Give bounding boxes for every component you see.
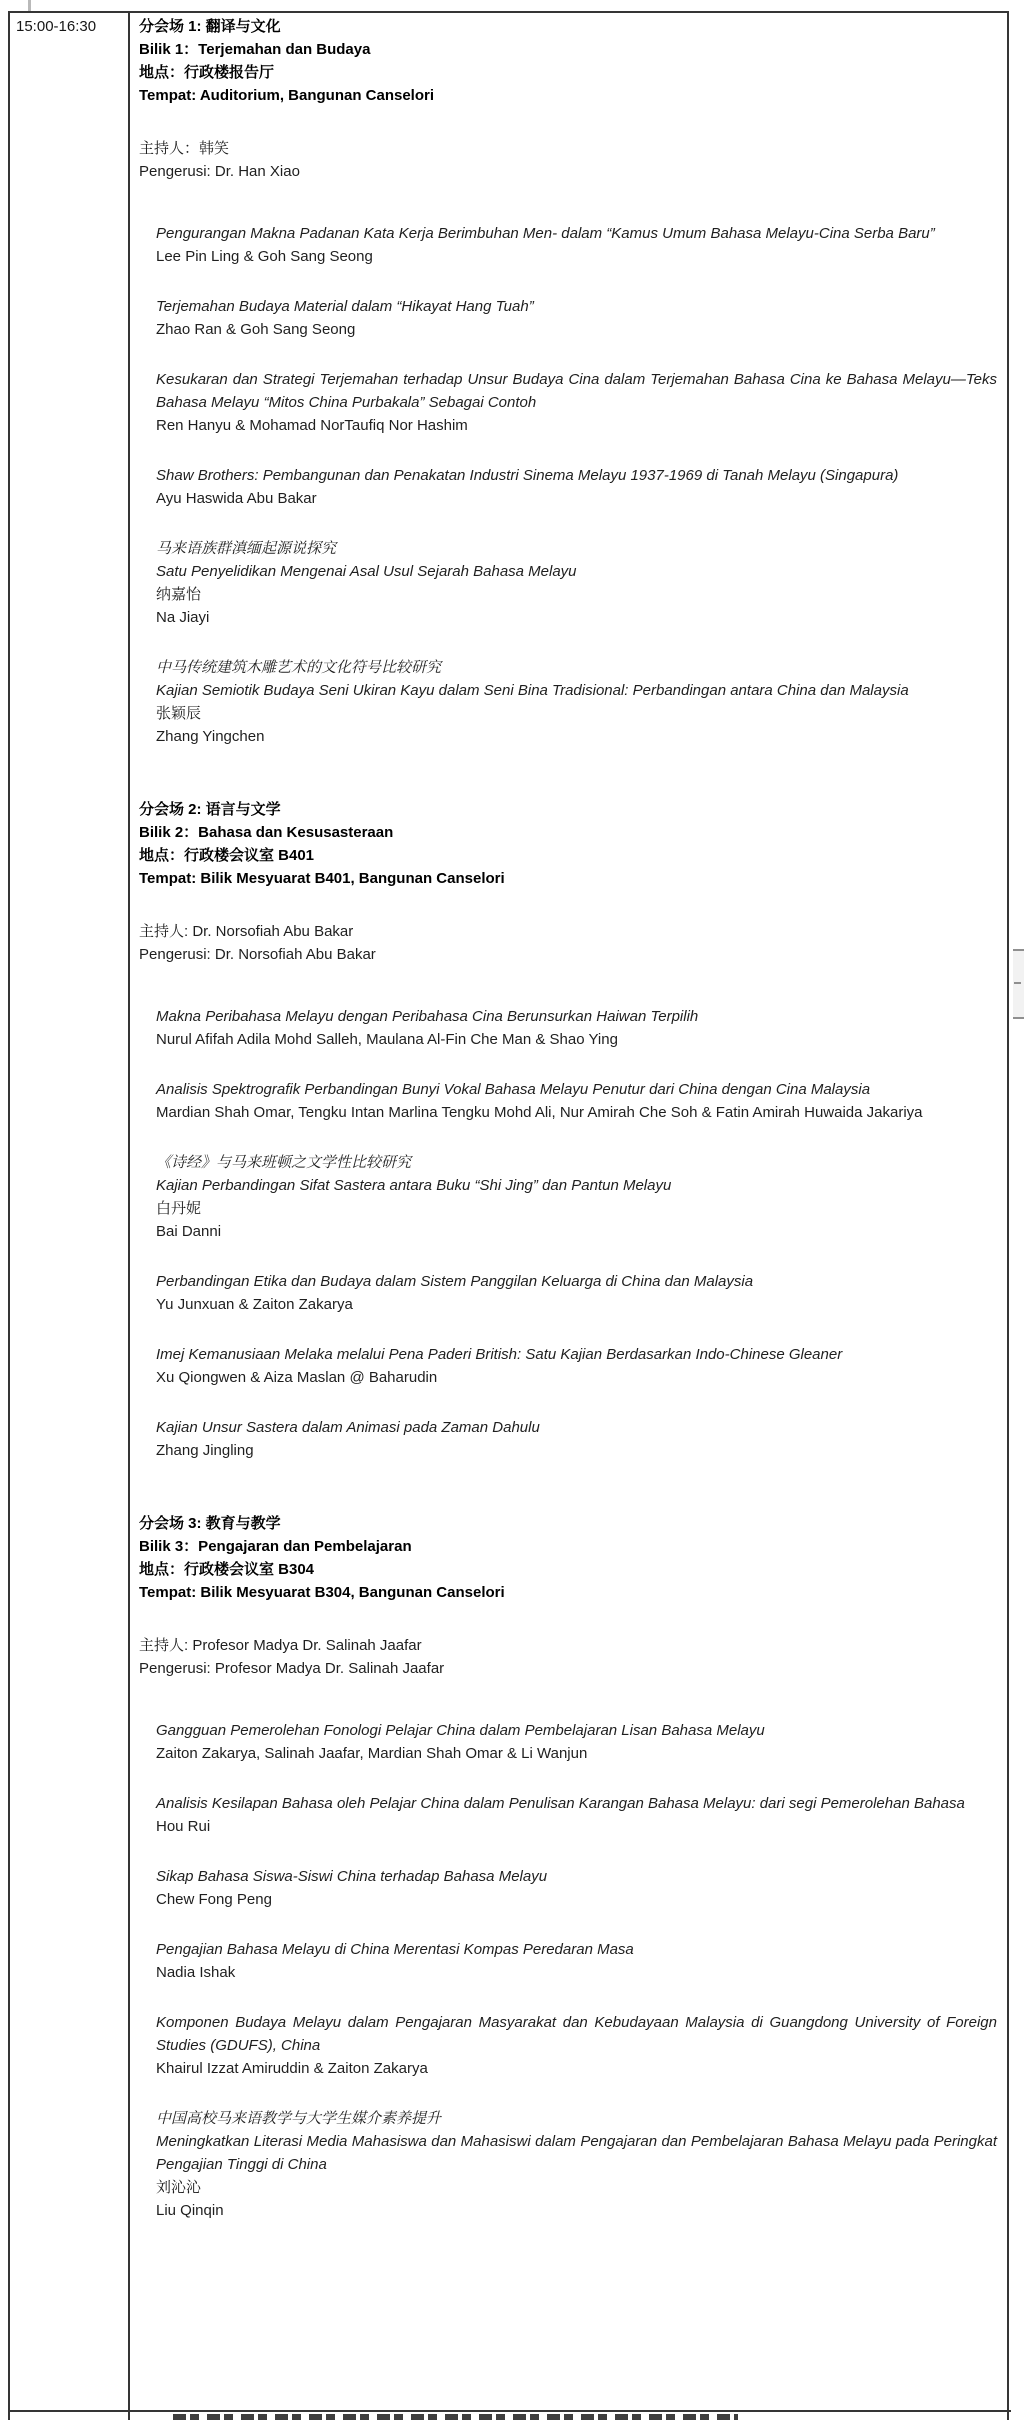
paper-title: Sikap Bahasa Siswa-Siswi China terhadap Bahasa Melayu [156, 1868, 548, 1885]
session-venue-zh: 地点：行政楼会议室 B401 [139, 847, 315, 864]
session-block [139, 798, 997, 1462]
paper-item [156, 1865, 997, 1911]
paper-title: Perbandingan Etika dan Budaya dalam Sistem Panggilan Keluarga di China dan Malaysia [156, 1273, 754, 1290]
paper-item [156, 537, 997, 629]
session-block [139, 1512, 997, 2222]
paper-item [156, 1005, 997, 1051]
session-title-zh: 分会场 2: 语言与文学 [139, 801, 281, 818]
scrollbar-grip-icon [1014, 982, 1021, 984]
paper-authors: Lee Pin Ling & Goh Sang Seong [156, 248, 373, 265]
paper-item [156, 1270, 997, 1316]
paper-authors: Nurul Afifah Adila Mohd Salleh, Maulana Al-Fin Che Man & Shao Ying [156, 1031, 618, 1048]
program-table-row [8, 11, 1009, 2420]
paper-item [156, 368, 997, 437]
paper-authors: Zhao Ran & Goh Sang Seong [156, 321, 356, 338]
paper-authors: Na Jiayi [156, 609, 210, 626]
paper-authors: Ren Hanyu & Mohamad NorTaufiq Nor Hashim [156, 417, 468, 434]
paper-item [156, 1719, 997, 1765]
session-title-zh: 分会场 3: 教育与教学 [139, 1515, 281, 1532]
paper-authors: Zhang Jingling [156, 1442, 254, 1459]
papers-list [139, 222, 997, 748]
paper-title: Shaw Brothers: Pembangunan dan Penakatan Industri Sinema Melayu 1937-1969 di Tanah Melayu (Singapura) [156, 467, 899, 484]
paper-title: Analisis Kesilapan Bahasa oleh Pelajar China dalam Penulisan Karangan Bahasa Melayu: dari segi Pemerolehan Bahasa [156, 1795, 965, 1812]
paper-title: Komponen Budaya Melayu dalam Pengajaran Masyarakat dan Kebudayaan Malaysia di Guangdong University of Foreign Studies (GDUFS), China [156, 2014, 997, 2054]
paper-item [156, 222, 997, 268]
paper-title: 马来语族群滇缅起源说探究 [156, 540, 337, 557]
paper-authors: Hou Rui [156, 1818, 211, 1835]
session-block [139, 15, 997, 748]
paper-title: Kesukaran dan Strategi Terjemahan terhadap Unsur Budaya Cina dalam Terjemahan Bahasa Cina ke Bahasa Melayu—Teks Bahasa Melayu “Mitos China Purbakala” Sebagai Contoh [156, 371, 997, 411]
session-venue-zh: 地点：行政楼报告厅 [139, 64, 275, 81]
session-title-ms: Bilik 1：Terjemahan dan Budaya [139, 41, 371, 58]
session-title-ms: Bilik 3：Pengajaran dan Pembelajaran [139, 1538, 412, 1555]
paper-authors: 张颖辰 [156, 705, 202, 722]
table-row-border [8, 2410, 1011, 2412]
paper-title: Pengurangan Makna Padanan Kata Kerja Berimbuhan Men- dalam “Kamus Umum Bahasa Melayu-Cina Serba Baru” [156, 225, 935, 242]
paper-item [156, 1078, 997, 1124]
chair-ms: Pengerusi: Dr. Han Xiao [139, 163, 300, 180]
paper-item [156, 2011, 997, 2080]
paper-title: Terjemahan Budaya Material dalam “Hikayat Hang Tuah” [156, 298, 534, 315]
paper-item [156, 1938, 997, 1984]
paper-title: Makna Peribahasa Melayu dengan Peribahasa Cina Berunsurkan Haiwan Terpilih [156, 1008, 699, 1025]
chair-block [139, 137, 997, 183]
paper-authors: Ayu Haswida Abu Bakar [156, 490, 317, 507]
next-row-text-clipped [173, 2414, 738, 2420]
paper-title: 中马传统建筑木雕艺术的文化符号比较研究 [156, 659, 442, 676]
chair-ms: Pengerusi: Profesor Madya Dr. Salinah Jaafar [139, 1660, 445, 1677]
chair-block [139, 1634, 997, 1680]
paper-title: 中国高校马来语教学与大学生媒介素养提升 [156, 2110, 442, 2127]
chair-ms: Pengerusi: Dr. Norsofiah Abu Bakar [139, 946, 376, 963]
session-venue-ms: Tempat: Auditorium, Bangunan Canselori [139, 87, 435, 104]
paper-title: 《诗经》与马来班顿之文学性比较研究 [156, 1154, 412, 1171]
paper-item [156, 1416, 997, 1462]
paper-authors: Nadia Ishak [156, 1964, 236, 1981]
paper-title: Kajian Semiotik Budaya Seni Ukiran Kayu dalam Seni Bina Tradisional: Perbandingan antara China dan Malaysia [156, 682, 909, 699]
paper-title: Imej Kemanusiaan Melaka melalui Pena Paderi British: Satu Kajian Berdasarkan Indo-Chinese Gleaner [156, 1346, 843, 1363]
paper-authors: 刘沁沁 [156, 2179, 202, 2196]
paper-item [156, 295, 997, 341]
paper-authors: Liu Qinqin [156, 2202, 224, 2219]
paper-authors: Xu Qiongwen & Aiza Maslan @ Baharudin [156, 1369, 438, 1386]
paper-title: Analisis Spektrografik Perbandingan Bunyi Vokal Bahasa Melayu Penutur dari China dengan Cina Malaysia [156, 1081, 871, 1098]
papers-list [139, 1719, 997, 2222]
chair-zh: 主持人: Profesor Madya Dr. Salinah Jaafar [139, 1637, 422, 1654]
session-venue-ms: Tempat: Bilik Mesyuarat B304, Bangunan Canselori [139, 1584, 505, 1601]
session-title-ms: Bilik 2：Bahasa dan Kesusasteraan [139, 824, 394, 841]
paper-authors: Yu Junxuan & Zaiton Zakarya [156, 1296, 353, 1313]
time-cell [10, 13, 130, 2420]
paper-item [156, 656, 997, 748]
time-slot: 15:00-16:30 [16, 18, 97, 35]
chair-zh: 主持人：韩笑 [139, 140, 230, 157]
paper-item [156, 464, 997, 510]
paper-authors: Zhang Yingchen [156, 728, 265, 745]
session-venue-zh: 地点：行政楼会议室 B304 [139, 1561, 315, 1578]
paper-authors: 白丹妮 [156, 1200, 202, 1217]
paper-title: Satu Penyelidikan Mengenai Asal Usul Sejarah Bahasa Melayu [156, 563, 577, 580]
paper-title: Meningkatkan Literasi Media Mahasiswa dan Mahasiswi dalam Pengajaran dan Pembelajaran Bahasa Melayu pada Peringkat Pengajian Tinggi di China [156, 2133, 997, 2173]
scrollbar-thumb[interactable] [1013, 949, 1024, 1019]
session-venue-ms: Tempat: Bilik Mesyuarat B401, Bangunan Canselori [139, 870, 505, 887]
sessions-cell [130, 13, 1007, 2420]
paper-authors: Chew Fong Peng [156, 1891, 272, 1908]
paper-title: Gangguan Pemerolehan Fonologi Pelajar China dalam Pembelajaran Lisan Bahasa Melayu [156, 1722, 765, 1739]
paper-title: Kajian Perbandingan Sifat Sastera antara Buku “Shi Jing” dan Pantun Melayu [156, 1177, 672, 1194]
table-gridline-fragment [28, 0, 31, 11]
paper-item [156, 1151, 997, 1243]
session-title-zh: 分会场 1: 翻译与文化 [139, 18, 281, 35]
paper-authors: Mardian Shah Omar, Tengku Intan Marlina Tengku Mohd Ali, Nur Amirah Che Soh & Fatin Amirah Huwaida Jakariya [156, 1104, 923, 1121]
paper-item [156, 1792, 997, 1838]
chair-zh: 主持人: Dr. Norsofiah Abu Bakar [139, 923, 354, 940]
paper-title: Pengajian Bahasa Melayu di China Merentasi Kompas Peredaran Masa [156, 1941, 634, 1958]
paper-authors: Khairul Izzat Amiruddin & Zaiton Zakarya [156, 2060, 428, 2077]
paper-item [156, 2107, 997, 2222]
chair-block [139, 920, 997, 966]
paper-authors: Zaiton Zakarya, Salinah Jaafar, Mardian Shah Omar & Li Wanjun [156, 1745, 588, 1762]
paper-item [156, 1343, 997, 1389]
paper-authors: Bai Danni [156, 1223, 222, 1240]
paper-authors: 纳嘉怡 [156, 586, 202, 603]
papers-list [139, 1005, 997, 1462]
paper-title: Kajian Unsur Sastera dalam Animasi pada Zaman Dahulu [156, 1419, 540, 1436]
